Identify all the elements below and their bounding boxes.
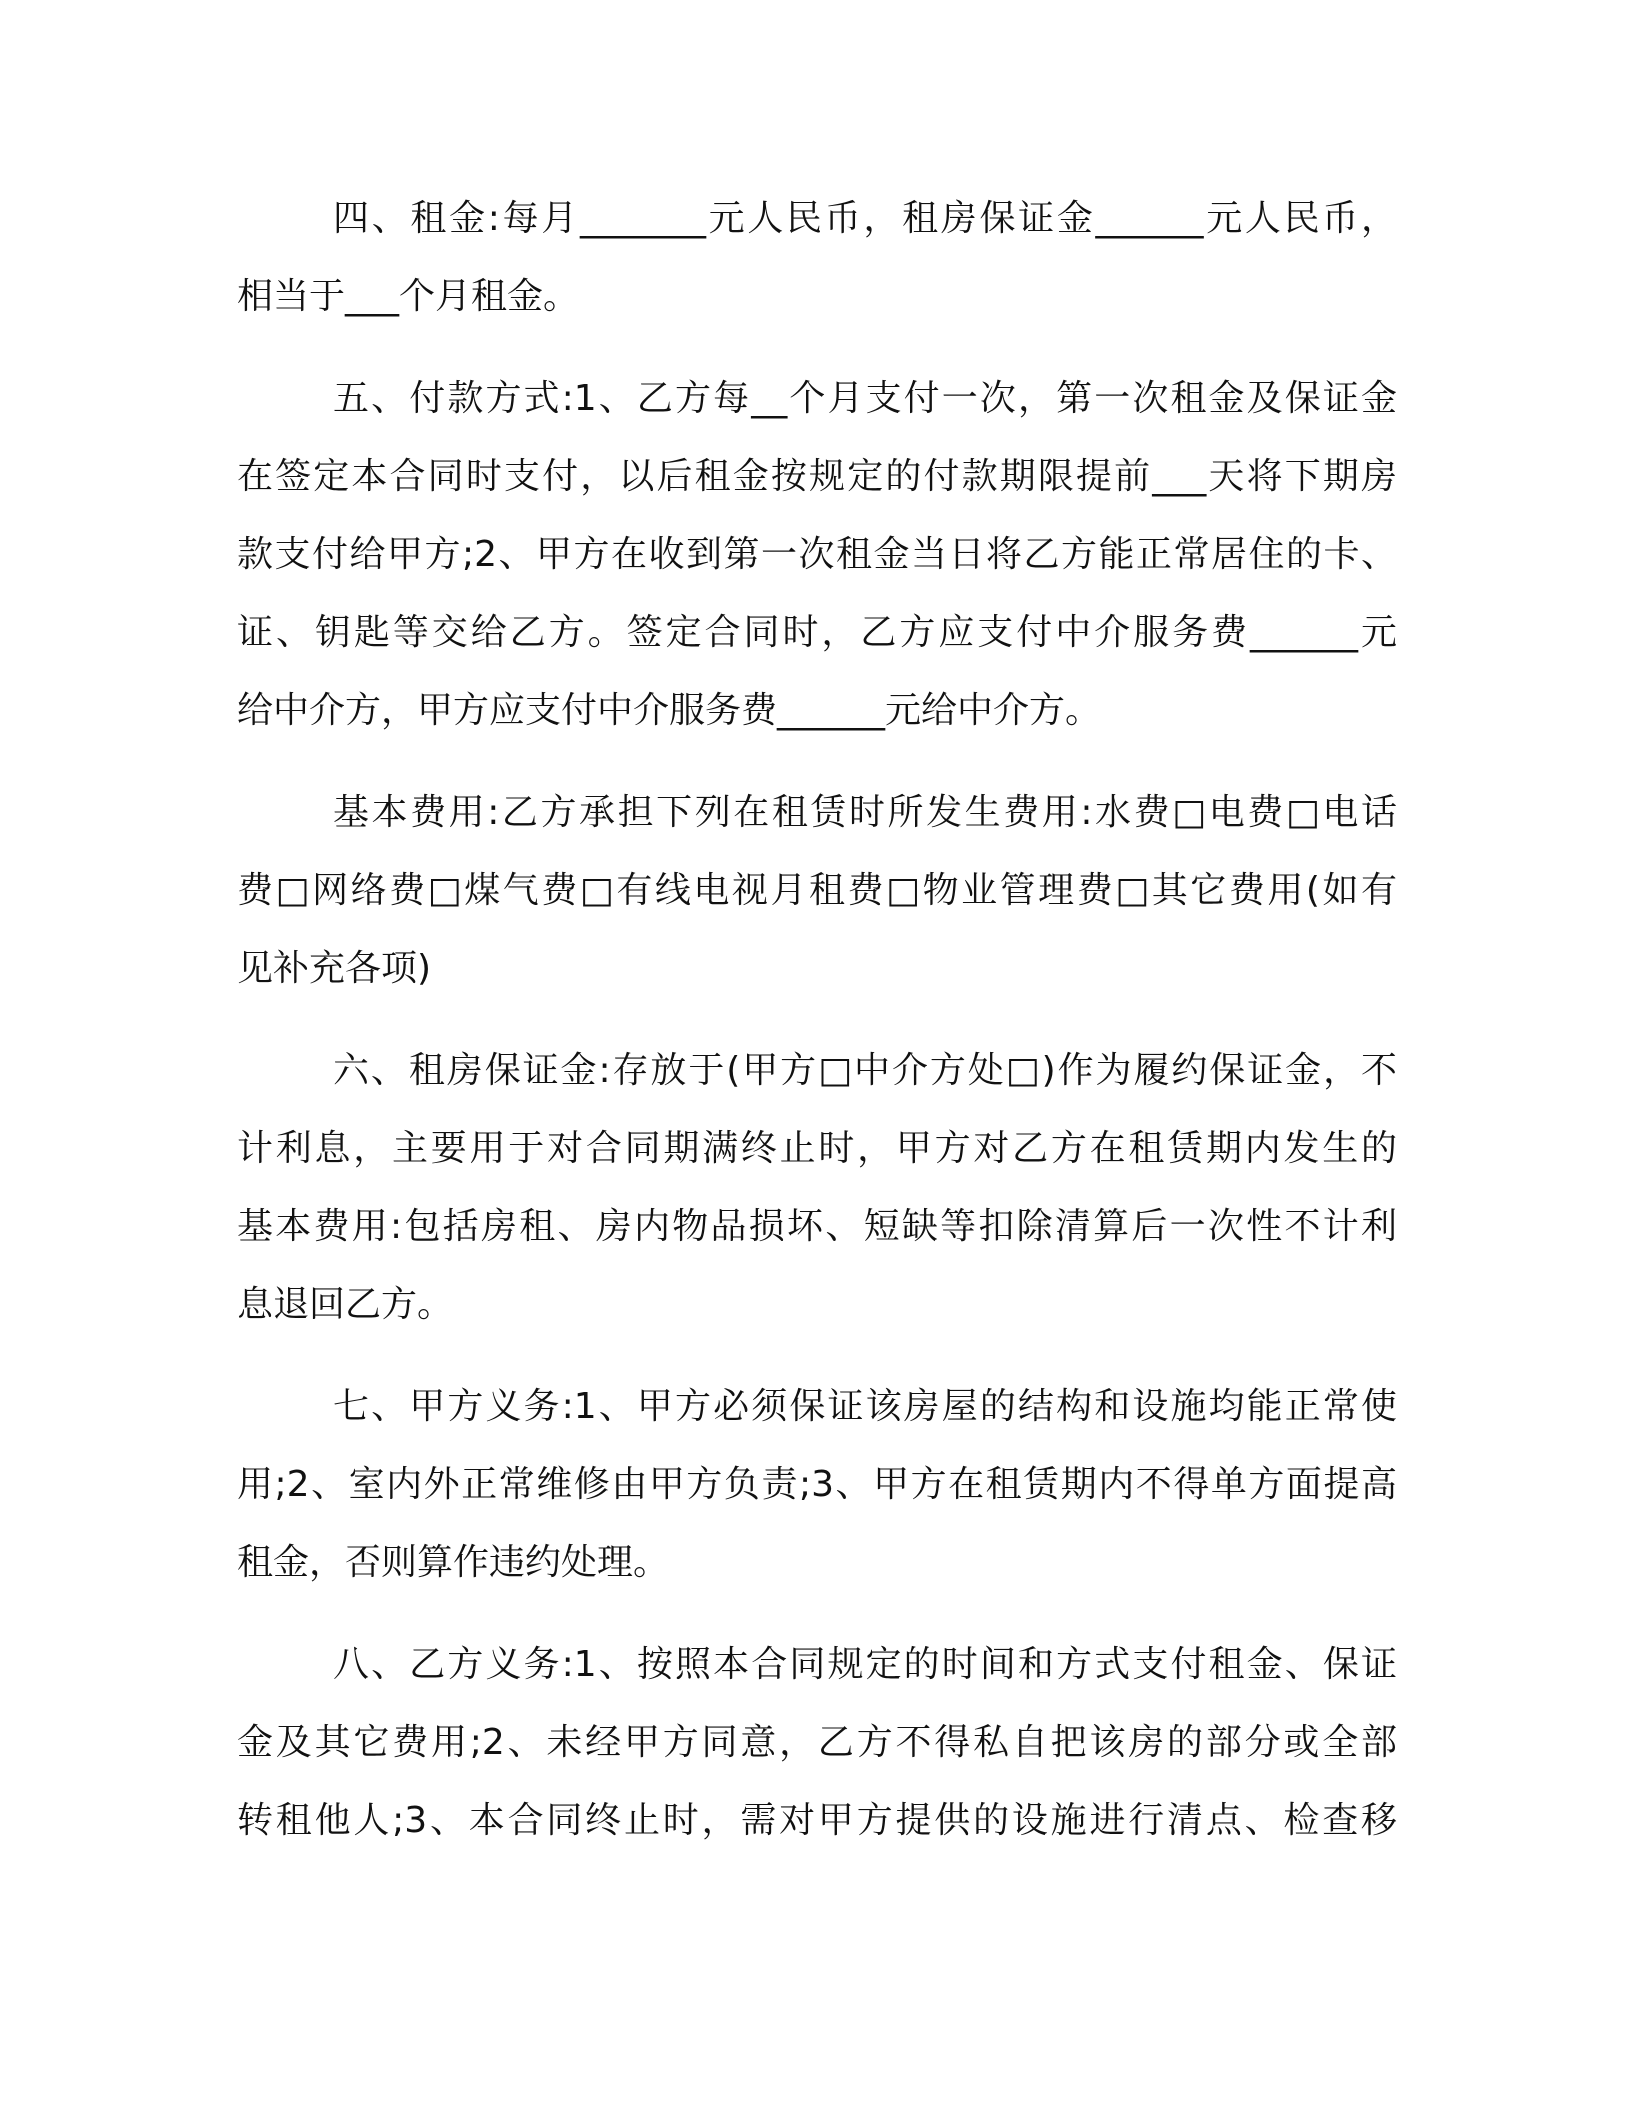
text-line: 息退回乙方。 [237, 1284, 454, 1325]
text-line: 五、付款方式:1、乙方每__个月支付一次，第一次租金及保证金 [333, 378, 1397, 419]
text-line: 租金，否则算作违约处理。 [237, 1542, 670, 1583]
text-line: 相当于___个月租金。 [237, 276, 580, 317]
text-line: 见补充各项) [237, 948, 432, 989]
text-line: 证、钥匙等交给乙方。签定合同时，乙方应支付中介服务费______元 [237, 612, 1397, 653]
text-line: 七、甲方义务:1、甲方必须保证该房屋的结构和设施均能正常使 [333, 1386, 1397, 1427]
clause-rent [237, 180, 1397, 336]
text-line: 用;2、室内外正常维修由甲方负责;3、甲方在租赁期内不得单方面提高 [237, 1464, 1397, 1505]
clause-payment [237, 360, 1397, 750]
text-line: 在签定本合同时支付，以后租金按规定的付款期限提前___天将下期房 [237, 456, 1397, 497]
text-line: 金及其它费用;2、未经甲方同意，乙方不得私自把该房的部分或全部 [237, 1722, 1397, 1763]
text-line: 费□网络费□煤气费□有线电视月租费□物业管理费□其它费用(如有 [237, 870, 1397, 911]
clause-party-a-obligations [237, 1368, 1397, 1602]
text-line: 计利息，主要用于对合同期满终止时，甲方对乙方在租赁期内发生的 [237, 1128, 1397, 1169]
text-line: 六、租房保证金:存放于(甲方□中介方处□)作为履约保证金，不 [333, 1050, 1397, 1091]
text-line: 基本费用:乙方承担下列在租赁时所发生费用:水费□电费□电话 [333, 792, 1397, 833]
clause-deposit [237, 1032, 1397, 1344]
document-body [237, 180, 1397, 1884]
clause-party-b-obligations [237, 1626, 1397, 1860]
text-line: 八、乙方义务:1、按照本合同规定的时间和方式支付租金、保证 [333, 1644, 1397, 1685]
text-line: 给中介方，甲方应支付中介服务费______元给中介方。 [237, 690, 1102, 731]
text-line: 四、租金:每月_______元人民币，租房保证金______元人民币， [333, 198, 1397, 239]
text-line: 转租他人;3、本合同终止时，需对甲方提供的设施进行清点、检查移 [237, 1800, 1397, 1841]
clause-basic-fees [237, 774, 1397, 1008]
text-line: 款支付给甲方;2、甲方在收到第一次租金当日将乙方能正常居住的卡、 [237, 534, 1397, 575]
text-line: 基本费用:包括房租、房内物品损坏、短缺等扣除清算后一次性不计利 [237, 1206, 1397, 1247]
